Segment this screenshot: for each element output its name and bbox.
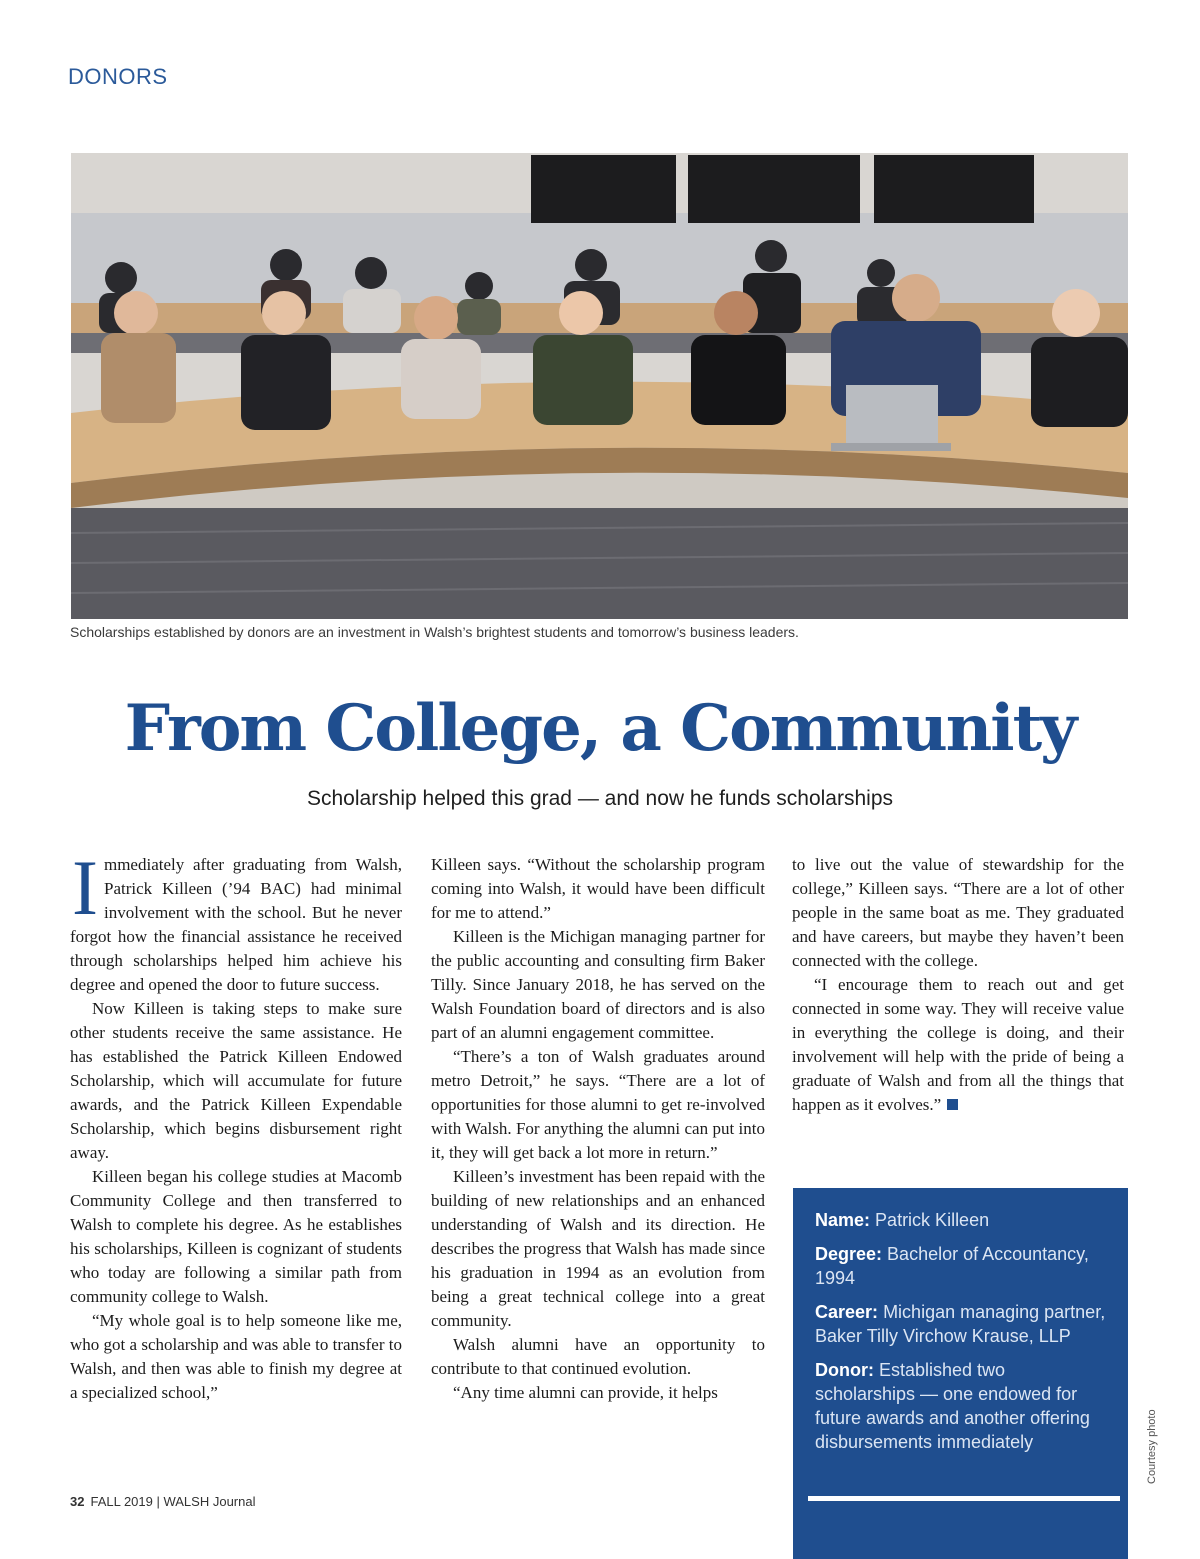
article-subhead: Scholarship helped this grad — and now he funds scholarships: [306, 787, 894, 810]
paragraph: Killeen began his college studies at Macomb Community College and then transferred to Walsh to complete his degree. As he establishes his scholarships, Killeen is cognizant of students who today are following a similar path from community college to Walsh.: [70, 1167, 402, 1306]
laptop: [846, 385, 938, 445]
paragraph: to live out the value of stewardship for the college,” Killeen says. “There are a lot of other people in the same boat as me. They graduated and have careers, but maybe they haven’t been connected with the college.: [792, 855, 1124, 970]
paragraph: Killeen says. “Without the scholarship program coming into Walsh, it would have been difficult for me to attend.”: [431, 855, 765, 922]
drop-cap: I: [72, 844, 98, 931]
sidebar-rule: [808, 1496, 1120, 1501]
paragraph: “There’s a ton of Walsh graduates around metro Detroit,” he says. “There are a lot of opportunities for those alumni to get re-involved with Walsh. For anything the alumni can put into it, they will get back a lot more in return.”: [431, 1047, 765, 1162]
publication-info: FALL 2019 | WALSH Journal: [90, 1494, 256, 1509]
classroom-illustration: [71, 153, 1128, 619]
wall-screen: [874, 155, 1034, 223]
wall-screen: [531, 155, 676, 223]
wall-screen: [688, 155, 860, 223]
paragraph: Now Killeen is taking steps to make sure other students receive the same assistance. He has established the Patrick Killeen Endowed Scholarship, which will accumulate for future awards, and the Patrick Killeen Expendable Scholarship, which begins disbursement right away.: [70, 999, 402, 1162]
sidebar-name: Name: Patrick Killeen: [815, 1210, 990, 1230]
article-column-2: [431, 853, 765, 1405]
article-column-3: [792, 853, 1124, 1117]
article-headline: From College, a Community: [124, 691, 1076, 766]
paragraph: “Any time alumni can provide, it helps: [453, 1383, 718, 1402]
profile-sidebar: [793, 1188, 1128, 1559]
paragraph: Immediately after graduating from Walsh, Patrick Killeen (’94 BAC) had minimal involvement with the school. But he never forgot how the financial assistance he received through scholarships helped him achieve his degree and opened the door to future success.: [70, 844, 402, 994]
page-number: 32: [70, 1494, 85, 1509]
paragraph: “My whole goal is to help someone like me, who got a scholarship and was able to transfer to Walsh, and then was able to finish my degree at a specialized school,”: [70, 1311, 402, 1402]
sidebar-career: Career: Michigan managing partner, Baker Tilly Virchow Krause, LLP: [815, 1302, 1106, 1346]
sidebar-degree: Degree: Bachelor of Accountancy, 1994: [815, 1244, 1089, 1288]
section-label: DONORS: [68, 64, 168, 89]
paragraph: “I encourage them to reach out and get connected in some way. They will receive value in everything the college is doing, and their involvement will help with the pride of being a graduate of Walsh and from all the things that happen as it evolves.”: [792, 975, 1124, 1114]
paragraph: Killeen’s investment has been repaid with the building of new relationships and an enhanced understanding of Walsh and its direction. He describes the progress that Walsh has made since his graduation in 1994 as an evolution from being a great technical college into a great community.: [431, 1167, 765, 1330]
photo-caption: Scholarships established by donors are an investment in Walsh’s brightest students and tomorrow’s business leaders.: [70, 624, 799, 640]
paragraph: Killeen is the Michigan managing partner for the public accounting and consulting firm Baker Tilly. Since January 2018, he has served on the Walsh Foundation board of directors and is also part of an alumni engagement committee.: [431, 927, 765, 1042]
paragraph: Walsh alumni have an opportunity to contribute to that continued evolution.: [431, 1335, 765, 1378]
article-column-1: [70, 844, 402, 1405]
classroom-photo: [71, 153, 1128, 619]
page-footer: [70, 1494, 255, 1509]
sidebar-donor: Donor: Established two scholarships — one endowed for future awards and another offering disbursements immediately: [815, 1360, 1090, 1452]
photo-credit: Courtesy photo: [1146, 1409, 1158, 1484]
end-mark-icon: [947, 1099, 958, 1110]
